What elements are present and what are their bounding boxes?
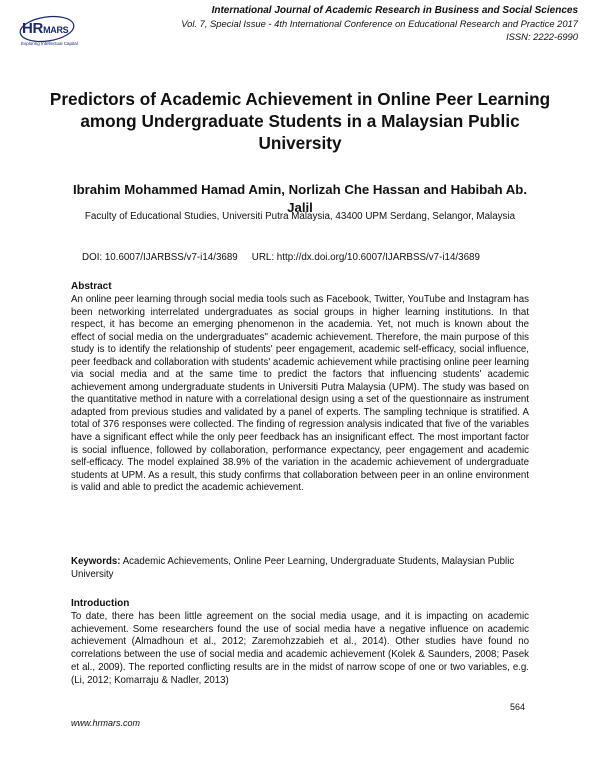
logo-tagline: Exploring Intellectual Capital [21,41,78,46]
introduction-heading: Introduction [71,598,130,609]
introduction-text: To date, there has been little agreement on the social media usage, and it is impacting on academic achievement. Some researchers found the use of social media have a negative influence on academic achievement (Almadhoun et al., 2012; Zaremohzzabieh et al., 2014). Other studies have found no correlations between the use of social media and academic achievement (Kolek & Saunders, 2008; Pasek et al., 2009). The reported conflicting results are in the midst of narrow scope of one or two variables, e.g. (Li, 2012; Komarraju & Nadler, 2013) [71,611,529,686]
url-link[interactable]: URL: http://dx.doi.org/10.6007/IJARBSS/v7-i14/3689 [251,252,480,263]
doi-text[interactable]: DOI: 10.6007/IJARBSS/v7-i14/3689 [82,252,238,263]
journal-issn: ISSN: 2222-6990 [506,31,578,42]
logo-wordmark: HRMARS [22,20,69,37]
abstract-heading: Abstract [71,281,112,292]
abstract-text: An online peer learning through social media tools such as Facebook, Twitter, YouTube and Instagram has been networking interrelated undergraduates as social groups in higher learning institutions. In that respect, it has become an emerging phenomenon in the academia. Yet, not much is known about the effect of social media on the undergraduates" academic achievement. Therefore, the main purpose of this study is to identify the relationship of students' peer engagement, academic self-efficacy, social influence, peer feedback and collaboration with students' academic achievement while practising online peer learning via social media and at the same time to predict the factors that influencing students' academic achievement among undergraduate students in Universiti Putra Malaysia (UPM). The study was based on the quantitative method in nature with a correlational design using a set of the questionnaire as instrument adapted from previous studies and validated by a panel of experts. The sampling technique is stratified. A total of 376 responses were collected. The finding of regression analysis indicated that five of the variables have a significant effect while the only peer feedback has an insignificant effect. The most important factor is social influence, followed by collaboration, performance expectancy, peer engagement and academic self-efficacy. The model explained 38.9% of the variation in the academic achievement of undergraduate students at UPM. As a result, this study confirms that collaboration between peer in an online environment is valid and able to predict the academic achievement. [71,294,529,494]
paper-title: Predictors of Academic Achievement in Online Peer Learning among Undergraduate Students in a Malaysian Public University [49,89,551,153]
journal-volume: Vol. 7, Special Issue - 4th International Conference on Educational Research and Practice 2017 [181,18,578,29]
keywords [71,556,529,581]
hrmars-logo [18,14,76,50]
journal-header [181,4,578,43]
paper-affiliation: Faculty of Educational Studies, Universiti Putra Malaysia, 43400 UPM Serdang, Selangor, Malaysia [84,211,516,222]
doi-line [82,252,494,263]
keywords-label: Keywords: [71,556,121,567]
keywords-list: Academic Achievements, Online Peer Learning, Undergraduate Students, Malaysian Public University [71,556,515,580]
journal-name: International Journal of Academic Research in Business and Social Sciences [211,5,578,16]
footer-site-link[interactable]: www.hrmars.com [71,718,141,728]
page-number: 564 [510,702,526,712]
paper-authors: Ibrahim Mohammed Hamad Amin, Norlizah Che Hassan and Habibah Ab. Jalil [72,182,528,215]
